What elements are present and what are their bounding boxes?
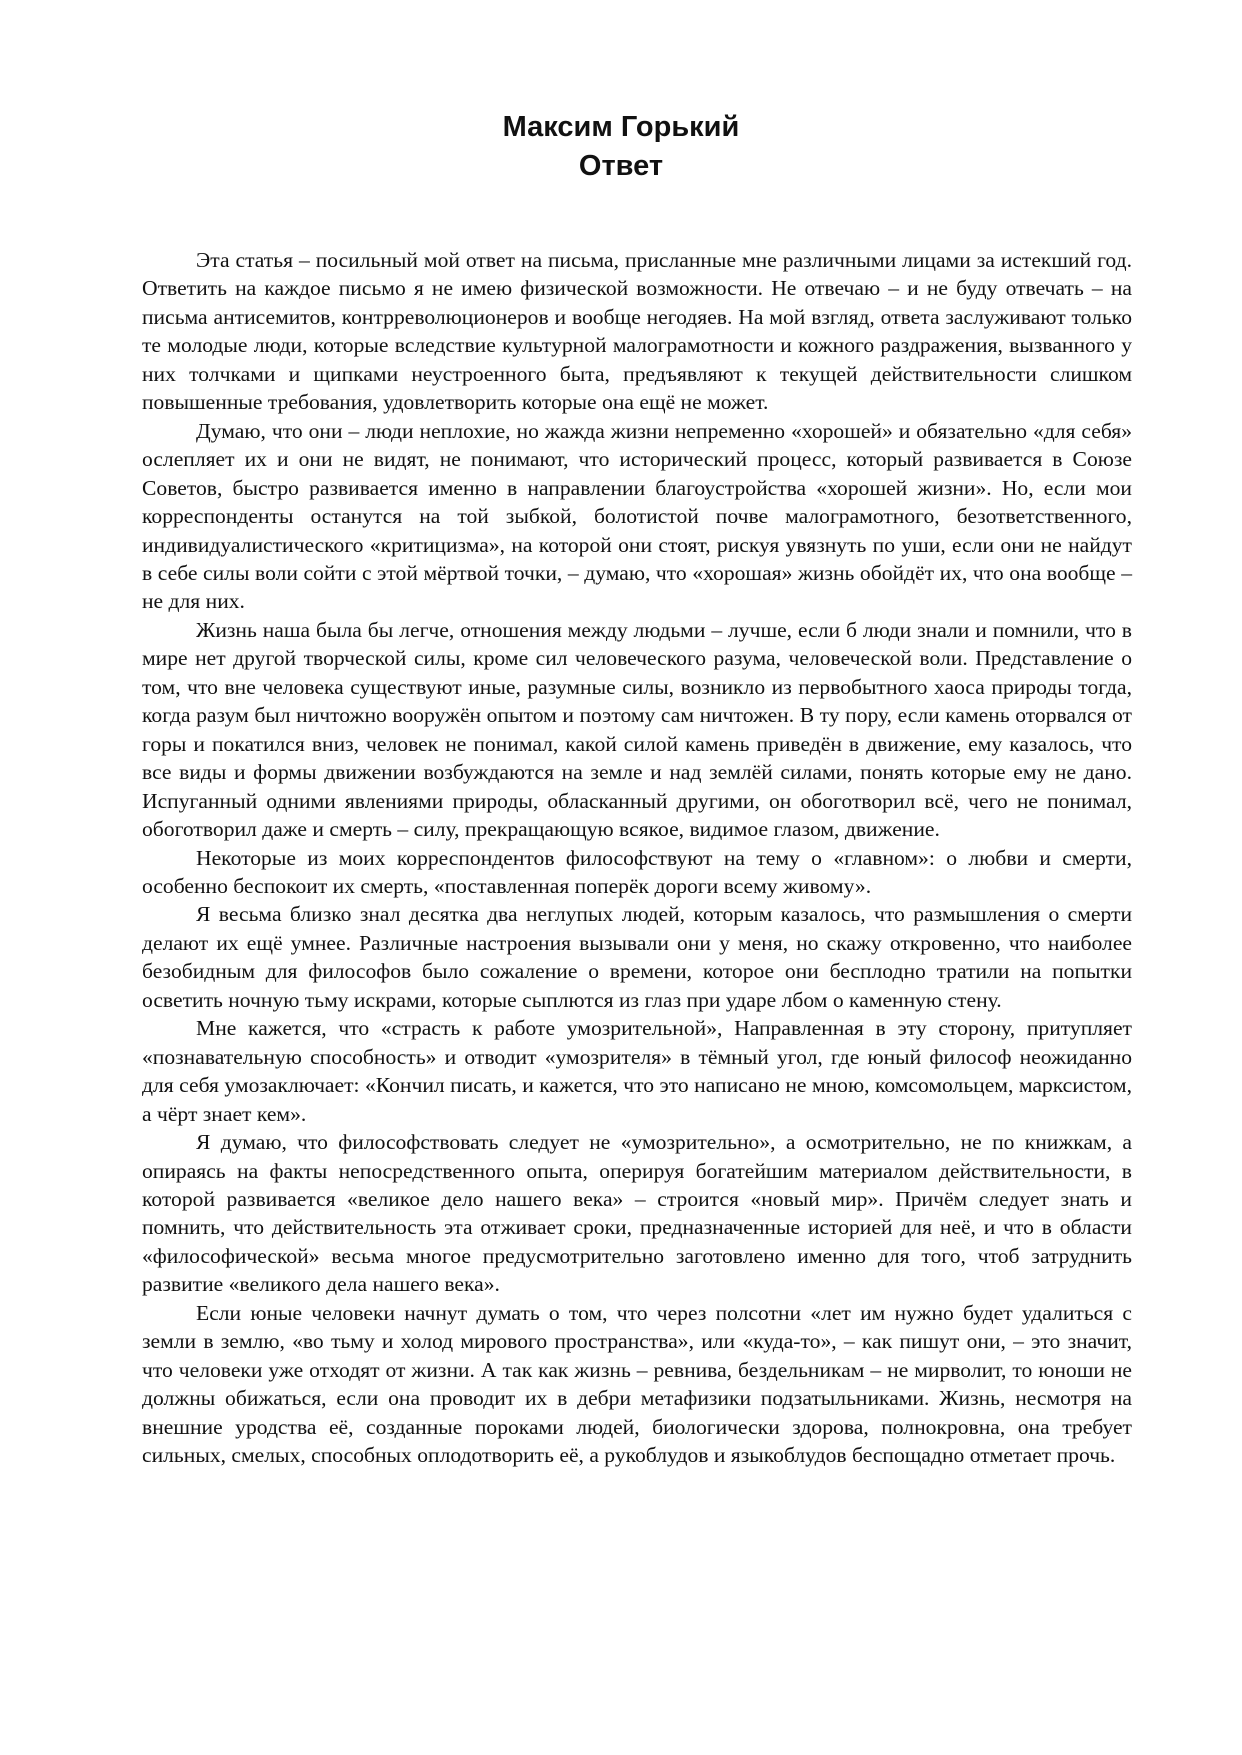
paragraph: Я думаю, что философствовать следует не «умозрительно», а осмотрительно, не по книжкам, а опираясь на факты непосредственного опыта, оперируя богатейшим материалом действительности, в которой развивается «великое дело нашего века» – строится «новый мир». Причём следует знать и помнить, что действительность эта отживает сроки, предназначенные историей для неё, и что в области «философической» весьма многое предусмотрительно заготовлено именно для того, чтоб затруднить развитие «великого дела нашего века». xyxy=(142,1130,1132,1297)
paragraph: Мне кажется, что «страсть к работе умозрительной», Направленная в эту сторону, притупляет «познавательную способность» и отводит «умозрителя» в тёмный угол, где юный философ неожиданно для себя умозаключает: «Кончил писать, и кажется, что это написано не мною, комсомольцем, марксистом, а чёрт знает кем». xyxy=(142,1016,1132,1126)
paragraph: Если юные человеки начнут думать о том, что через полсотни «лет им нужно будет удалиться с земли в землю, «во тьму и холод мирового пространства», или «куда-то», – как пишут они, – это значит, что человеки уже отходят от жизни. А так как жизнь – ревнива, бездельникам – не мирволит, то юноши не должны обижаться, если она проводит их в дебри метафизики подзатыльниками. Жизнь, несмотря на внешние уродства её, созданные пороками людей, биологически здорова, полнокровна, она требует сильных, смелых, способных оплодотворить её, а рукоблудов и языкоблудов беспощадно отметает прочь. xyxy=(142,1300,1132,1468)
document-header xyxy=(0,108,1242,186)
paragraph: Жизнь наша была бы легче, отношения между людьми – лучше, если б люди знали и помнили, что в мире нет другой творческой силы, кроме сил человеческого разума, человеческой воли. Представление о том, что вне человека существуют иные, разумные силы, возникло из первобытного хаоса природы тогда, когда разум был ничтожно вооружён опытом и поэтому сам ничтожен. В ту пору, если камень оторвался от горы и покатился вниз, человек не понимал, какой силой камень приведён в движение, ему казалось, что все виды и формы движении возбуждаются на земле и над землёй силами, понять которые ему не дано. Испуганный одними явлениями природы, обласканный другими, он обоготворил всё, чего не понимал, обоготворил даже и смерть – силу, прекращающую всякое, видимое глазом, движение. xyxy=(142,617,1132,842)
author-name: Максим Горький xyxy=(502,111,740,143)
paragraph: Думаю, что они – люди неплохие, но жажда жизни непременно «хорошей» и обязательно «для себя» ослепляет их и они не видят, не понимают, что исторический процесс, который развивается в Союзе Советов, быстро развивается именно в направлении благоустройства «хорошей жизни». Но, если мои корреспонденты останутся на той зыбкой, болотистой почве малограмотного, безответственного, индивидуалистического «критицизма», на которой они стоят, рискуя увязнуть по уши, если они не найдут в себе силы воли сойти с этой мёртвой точки, – думаю, что «хорошая» жизнь обойдёт их, что она вообще – не для них. xyxy=(142,418,1132,614)
paragraph: Я весьма близко знал десятка два неглупых людей, которым казалось, что размышления о смерти делают их ещё умнее. Различные настроения вызывали они у меня, но скажу откровенно, что наиболее безобидным для философов было сожаление о времени, которое они бесплодно тратили на попытки осветить ночную тьму искрами, которые сыплются из глаз при ударе лбом о каменную стену. xyxy=(142,902,1132,1012)
paragraph: Эта статья – посильный мой ответ на письма, присланные мне различными лицами за истекший год. Ответить на каждое письмо я не имею физической возможности. Не отвечаю – и не буду отвечать – на письма антисемитов, контрреволюционеров и вообще негодяев. На мой взгляд, ответа заслуживают только те молодые люди, которые вследствие культурной малограмотности и кожного раздражения, вызванного у них толчками и щипками неустроенного быта, предъявляют к текущей действительности слишком повышенные требования, удовлетворить которые она ещё не может. xyxy=(142,248,1132,415)
document-title: Ответ xyxy=(578,150,664,182)
document-body xyxy=(142,246,1132,1469)
paragraph: Некоторые из моих корреспондентов философствуют на тему о «главном»: о любви и смерти, особенно беспокоит их смерть, «поставленная поперёк дороги всему живому». xyxy=(142,845,1132,898)
